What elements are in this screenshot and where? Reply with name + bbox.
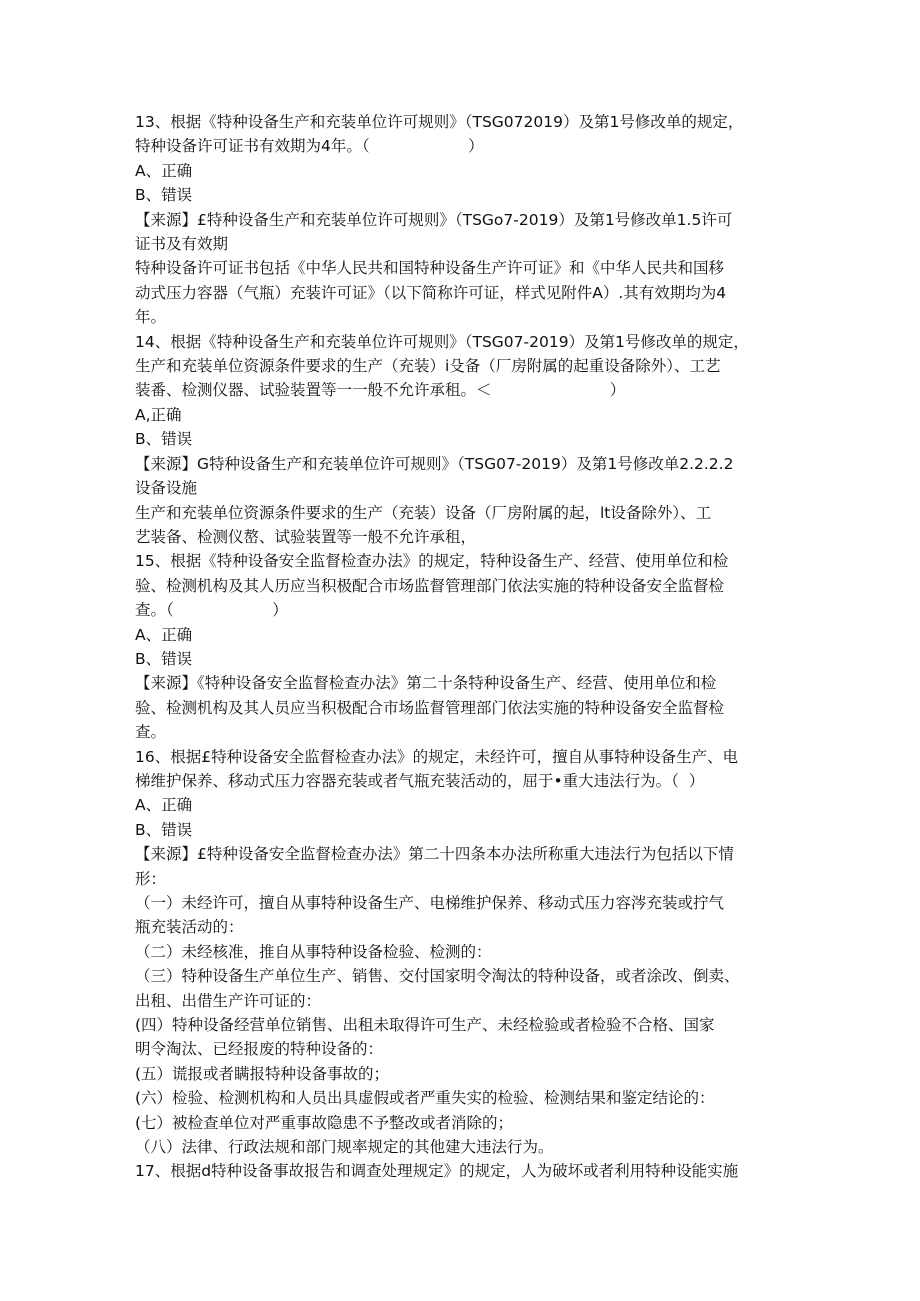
text-line: 16、根据£特种设备安全监督检查办法》的规定，未经许可，擅自从事特种设备生产、电 bbox=[135, 747, 739, 766]
text-line: 艺装备、检测仪嶅、试验装置等一般不允许承租， bbox=[135, 527, 477, 546]
text-line: 验、检测机构及其人历应当积极配合市场监督管理部门依法实施的特种设备安全监督检 bbox=[135, 576, 725, 595]
text-line: 装番、检测仪器、试验装置等一一般不允许承租。＜ ） bbox=[135, 381, 626, 400]
text-line: 瓶充装活动的： bbox=[135, 918, 244, 937]
text-line: （三）特种设备生产单位生产、销售、交付国家明令淘汰的特种设备，或者涂改、倒卖、 bbox=[135, 967, 740, 986]
text-line: 生产和充装单位资源条件要求的生产（充装）设备（厂房附属的起，lt设备除外）、工 bbox=[135, 503, 712, 522]
text-line: A、正确 bbox=[135, 161, 193, 180]
text-line: (四）特种设备经营单位销售、出租未取得许可生产、未经检验或者检验不合格、国家 bbox=[135, 1016, 715, 1035]
text-line: 出租、出借生产许可证的： bbox=[135, 991, 322, 1010]
text-line: 证书及有效期 bbox=[135, 235, 229, 254]
text-line: A、正确 bbox=[135, 625, 193, 644]
text-line: 验、检测机构及其人员应当积极配合市场监督管理部门依法实施的特种设备安全监督检 bbox=[135, 698, 725, 717]
text-line: 梯维护保养、移动式压力容器充装或者气瓶充装活动的，屈于•重大违法行为。（ ） bbox=[135, 771, 705, 790]
text-line: 动式压力容器（气瓶）充装许可证》（以下简称许可证，样式见附件A）.其有效期均为4 bbox=[135, 283, 727, 302]
text-line: 查。（ ） bbox=[135, 601, 288, 620]
text-line: （一）未经许可，擅自从事特种设备生产、电梯维护保养、移动式压力容涔充装或拧气 bbox=[135, 894, 725, 912]
text-line: B、错误 bbox=[135, 430, 193, 449]
text-line: 【来源】《特种设备安全监督检查办法》第二十条特种设备生产、经营、使用单位和检 bbox=[135, 674, 717, 693]
text-line: 特种设备许可证书有效期为4年。（ ） bbox=[135, 137, 484, 156]
text-line: 特种设备许可证书包括《中华人民共和国特种设备生产许可证》和《中华人民共和国移 bbox=[135, 259, 725, 278]
text-line: B、错误 bbox=[135, 186, 193, 205]
text-line: 年。 bbox=[135, 308, 167, 327]
text-line: 【来源】£特种设备生产和充装单位许可规则》（TSGo7-2019）及第1号修改单1.5许可 bbox=[135, 210, 733, 229]
text-line: （二）未经核准，推自从事特种设备检验、检测的： bbox=[135, 942, 492, 961]
text-line: 14、根据《特种设备生产和充装单位许可规则》（TSG07-2019）及第1号修改单的规定， bbox=[135, 332, 749, 351]
text-line: 形： bbox=[135, 869, 167, 888]
text-line: B、错误 bbox=[135, 820, 193, 839]
text-line: 设备设施 bbox=[135, 479, 198, 498]
text-line: A,正确 bbox=[135, 405, 182, 424]
text-line: (七）被检查单位对严重事故隐患不予整改或者消除的； bbox=[135, 1113, 514, 1132]
text-line: (六）检验、检测机构和人员出具虚假或者严重失实的检验、检测结果和鉴定结论的： bbox=[135, 1089, 715, 1108]
text-line: 【来源】G特种设备生产和充装单位许可规则》（TSG07-2019）及第1号修改单2.2.2.2 bbox=[135, 454, 734, 473]
text-line: A、正确 bbox=[135, 796, 193, 815]
document-body bbox=[135, 110, 795, 1184]
text-line: 【来源】£特种设备安全监督检查办法》第二十四条本办法所称重大违法行为包括以下情 bbox=[135, 845, 734, 864]
text-line: （八）法律、行政法规和部门规率规定的其他建大违法行为。 bbox=[135, 1138, 554, 1157]
text-line: 明令淘汰、已经报废的特种设备的： bbox=[135, 1040, 384, 1059]
text-line: 15、根据《特种设备安全监督检查办法》的规定，特种设备生产、经营、使用单位和检 bbox=[135, 552, 729, 571]
text-line: B、错误 bbox=[135, 649, 193, 668]
text-line: 生产和充装单位资源条件要求的生产（充装）i殳备（厂房附属的起重设备除外）、工艺 bbox=[135, 357, 721, 376]
text-line: 查。 bbox=[135, 723, 167, 742]
text-line: 17、根据d特种设备事故报告和调查处理规定》的规定，人为破坏或者利用特种设能实施 bbox=[135, 1162, 739, 1181]
text-line: (五）谎报或者瞒报特种设备事故的； bbox=[135, 1064, 390, 1083]
text-line: 13、根据《特种设备生产和充装单位许可规则》（TSG072019）及第1号修改单的规定， bbox=[135, 113, 744, 131]
